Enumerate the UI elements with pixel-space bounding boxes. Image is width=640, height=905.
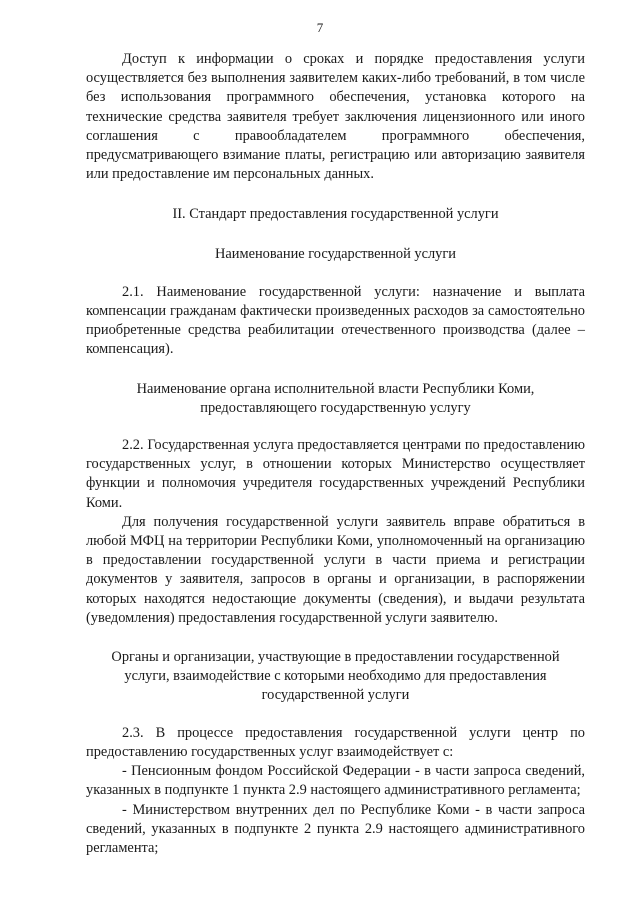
paragraph-2-2: 2.2. Государственная услуга предоставляется центрами по предоставлению государственных услуг, в отношении которых Министерство осуществляет функции и полномочия учредителя государственных учреждений Республики Коми. [86,437,585,511]
organizations-heading-line-3: государственной услуги [261,687,410,704]
organizations-heading-line-1: Органы и организации, участвующие в предоставлении государственной [111,649,560,666]
paragraph-2-3: 2.3. В процессе предоставления государственной услуги центр по предоставлению государственных услуг взаимодействует с: [86,724,585,760]
authority-heading [86,380,585,418]
document-body [86,50,585,858]
access-paragraph: Доступ к информации о сроках и порядке предоставления услуги осуществляется без выполнения заявителем каких-либо требований, в том числе без использования программного обеспечения, установка которого на технические средства заявителя требует заключения лицензионного или иного соглашения с правообладателем программного обеспечения, предусматривающего взимание платы, регистрацию или авторизацию заявителя или предоставление им персональных данных. [86,51,585,183]
authority-heading-line-1: Наименование органа исполнительной власти Республики Коми, [136,380,535,397]
organizations-heading-line-2: услуги, взаимодействие с которыми необходимо для предоставления [124,668,547,685]
list-item: - Министерством внутренних дел по Республике Коми - в части запроса сведений, указанных в подпункте 2 пункта 2.9 настоящего административного регламента; [86,801,585,856]
section-heading: II. Стандарт предоставления государственной услуги [172,206,499,223]
authority-heading-line-2: предоставляющего государственную услугу [200,399,471,416]
page-number: 7 [316,20,324,35]
list-item: - Пенсионным фондом Российской Федерации - в части запроса сведений, указанных в подпункте 1 пункта 2.9 настоящего административного регламента; [86,763,585,799]
service-name-heading: Наименование государственной услуги [215,245,456,262]
paragraph-2-2-mfc: Для получения государственной услуги заявитель вправе обратиться в любой МФЦ на территории Республики Коми, уполномоченный на организацию в предоставлении государственной услуги в части приема и регистрации документов у заявителя, запросов в органы и организации, в распоряжении которых находятся недостающие документы (сведения), и выдачи результата (уведомления) предоставления государственной услуги заявителю. [86,513,585,626]
organizations-heading [86,648,585,706]
paragraph-2-1: 2.1. Наименование государственной услуги: назначение и выплата компенсации гражданам фактически произведенных расходов за самостоятельно приобретенные средства реабилитации отечественного производства (далее – компенсация). [86,283,585,358]
